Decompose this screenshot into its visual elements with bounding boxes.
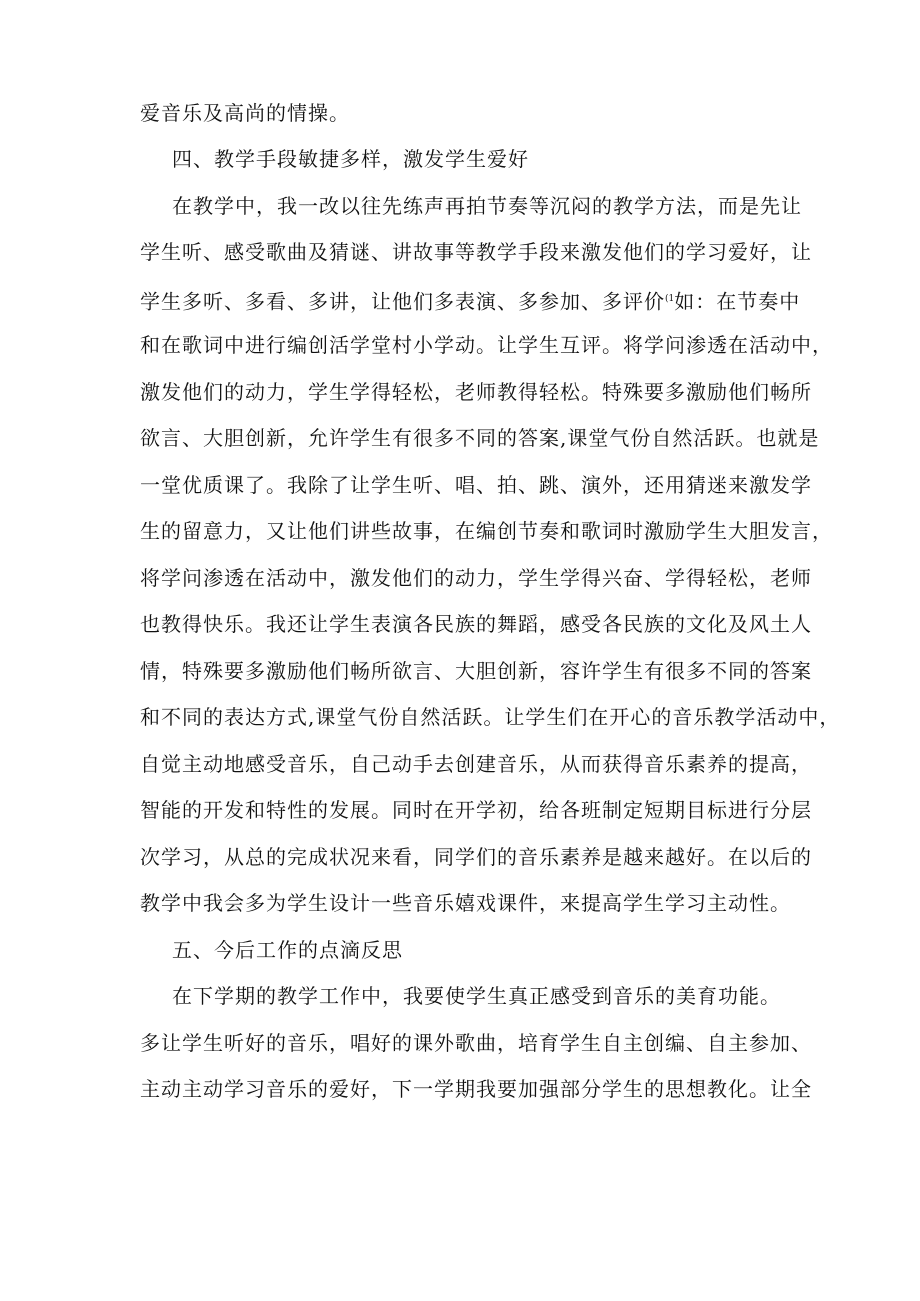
paragraph-line: 和在歌词中进行编创活学堂村小学动。让学生互评。将学问渗透在活动中， [140,333,833,357]
paragraph-line: 多让学生听好的音乐，唱好的课外歌曲，培育学生自主创编、自主参加、 [140,1031,812,1055]
paragraph-line [140,287,800,314]
paragraph-text: 学生多听、多看、多讲，让他们多表演、多参加、多评价 [140,289,665,314]
paragraph-line: 欲言、大胆创新，允许学生有很多不同的答案,课堂气份自然活跃。也就是 [140,426,820,450]
paragraph-line: 在教学中，我一改以往先练声再拍节奏等沉闷的教学方法，而是先让 [172,194,802,218]
paragraph-line: 学生听、感受歌曲及猜谜、讲故事等教学手段来激发他们的学习爱好，让 [140,240,812,264]
paragraph-line: 将学问渗透在活动中，激发他们的动力，学生学得兴奋、学得轻松，老师 [140,566,812,590]
paragraph-line: 次学习，从总的完成状况来看，同学们的音乐素养是越来越好。在以后的 [140,845,812,869]
paragraph-line: 也教得快乐。我还让学生表演各民族的舞蹈，感受各民族的文化及风土人 [140,612,812,636]
paragraph-line: 自觉主动地感受音乐，自己动手去创建音乐，从而获得音乐素养的提高， [140,752,812,776]
paragraph-line: 爱音乐及高尚的情操。 [140,101,350,125]
paragraph-line: 和不同的表达方式,课堂气份自然活跃。让学生们在开心的音乐教学活动中， [140,705,841,729]
paragraph-line: 生的留意力，又让他们讲些故事，在编创节奏和歌词时激励学生大胆发言， [140,519,833,543]
paragraph-line: 在下学期的教学工作中，我要使学生真正感受到音乐的美育功能。 [172,984,781,1008]
paragraph-line: 激发他们的动力，学生学得轻松，老师教得轻松。特殊要多激励他们畅所 [140,380,812,404]
paragraph-line: 情，特殊要多激励他们畅所欲言、大胆创新，容许学生有很多不同的答案 [140,659,812,683]
paragraph-line: 一堂优质课了。我除了让学生听、唱、拍、跳、演外，还用猜迷来激发学 [140,473,812,497]
footnote-marker: (1 [665,294,675,304]
paragraph-line: 教学中我会多为学生设计一些音乐嬉戏课件，来提高学生学习主动性。 [140,891,791,915]
paragraph-line: 智能的开发和特性的发展。同时在开学初，给各班制定短期目标进行分层 [140,798,812,822]
section-heading: 五、今后工作的点滴反思 [172,938,403,962]
paragraph-text: 如：在节奏中 [674,289,801,314]
paragraph-line: 主动主动学习音乐的爱好，下一学期我要加强部分学生的思想教化。让全 [140,1077,812,1101]
section-heading: 四、教学手段敏捷多样，激发学生爱好 [172,147,529,171]
